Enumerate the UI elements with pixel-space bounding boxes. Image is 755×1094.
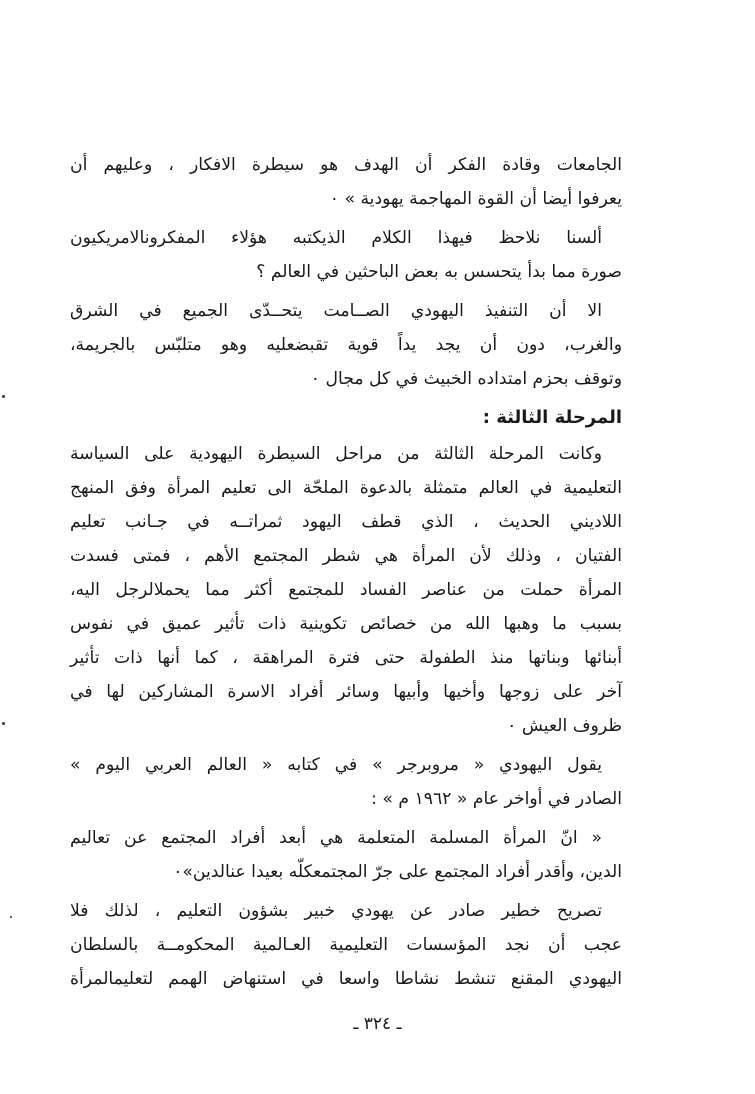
margin-dot bbox=[2, 395, 5, 398]
text-line: أبنائها وبناتها منذ الطفولة حتى فترة المراهقة ، كما أنها ذات تأثير bbox=[70, 648, 622, 668]
text-line: التعليمية في العالم متمثلة بالدعوة الملحّة الى تعليم المرأة وفق المنهج bbox=[70, 478, 622, 498]
text-line: ألسنا نلاحظ فيهذا الكلام الذيكتبه هؤلاء المفكرونالامريكيون bbox=[70, 228, 602, 248]
paragraph-5 bbox=[70, 748, 622, 816]
page-body bbox=[70, 148, 622, 1001]
margin-dot bbox=[10, 916, 12, 918]
paragraph-7 bbox=[70, 894, 622, 996]
margin-dot bbox=[2, 722, 5, 725]
text-line: عجب أن نجد المؤسسات التعليمية العـالمية المحكومــة بالسلطان bbox=[70, 935, 622, 955]
text-line: بسبب ما وهبها الله من خصائص تكوينية ذات تأثير عميق في نفوس bbox=[70, 614, 622, 634]
text-line: الفتيان ، وذلك لأن المرأة هي شطر المجتمع الأهم ، فمتى فسدت bbox=[70, 546, 622, 566]
text-line: آخر على زوجها وأخيها وأبيها وسائر أفراد الاسرة المشاركين لها في bbox=[70, 682, 622, 702]
paragraph-2 bbox=[70, 221, 622, 289]
text-line: يعرفوا أيضا أن القوة المهاجمة يهودية » ٠ bbox=[329, 189, 622, 209]
paragraph-6-quote bbox=[70, 821, 622, 889]
text-line: « انّ المرأة المسلمة المتعلمة هي أبعد أفراد المجتمع عن تعاليم bbox=[70, 828, 602, 848]
section-heading: المرحلة الثالثة : bbox=[482, 407, 622, 428]
text-line: الا أن التنفيذ اليهودي الصــامت يتحــدّى الجميع في الشرق bbox=[70, 301, 602, 321]
paragraph-4 bbox=[70, 437, 622, 743]
text-line: صورة مما بدأ يتحسس به بعض الباحثين في العالم ؟ bbox=[256, 262, 622, 282]
paragraph-3 bbox=[70, 294, 622, 396]
text-line: المرأة حملت من عناصر الفساد للمجتمع أكثر مما يحملالرجل اليه، bbox=[70, 580, 622, 600]
text-line: ظروف العيش ٠ bbox=[507, 716, 622, 736]
text-line: الدين، وأقدر أفراد المجتمع على جرّ المجتمعكلّه بعيدا عنالدين»٠ bbox=[173, 862, 622, 882]
text-line: اللاديني الحديث ، الذي قطف اليهود ثمراتــه في جـانب تعليم bbox=[70, 512, 622, 532]
paragraph-1 bbox=[70, 148, 622, 216]
text-line: الصادر في أواخر عام « ١٩٦٢ م » : bbox=[371, 789, 622, 809]
text-line: اليهودي المقنع تنشط نشاطا واسعا في استنهاض الهمم لتعليمالمرأة bbox=[70, 969, 622, 989]
text-line: تصريح خطير صادر عن يهودي خبير بشؤون التعليم ، لذلك فلا bbox=[70, 901, 602, 921]
text-line: الجامعات وقادة الفكر أن الهدف هو سيطرة الافكار ، وعليهم أن bbox=[70, 155, 622, 175]
text-line: يقول اليهودي « مروبرجر » في كتابه « العالم العربي اليوم » bbox=[70, 755, 602, 775]
text-line: والغرب، دون أن يجد يداً قوية تقبضعليه وهو متلبّس بالجريمة، bbox=[70, 335, 622, 355]
text-line: وتوقف بحزم امتداده الخبيث في كل مجال ٠ bbox=[310, 369, 622, 389]
page-number: ـ ٣٢٤ ـ bbox=[353, 1014, 402, 1034]
text-line: وكانت المرحلة الثالثة من مراحل السيطرة اليهودية على السياسة bbox=[70, 444, 602, 464]
